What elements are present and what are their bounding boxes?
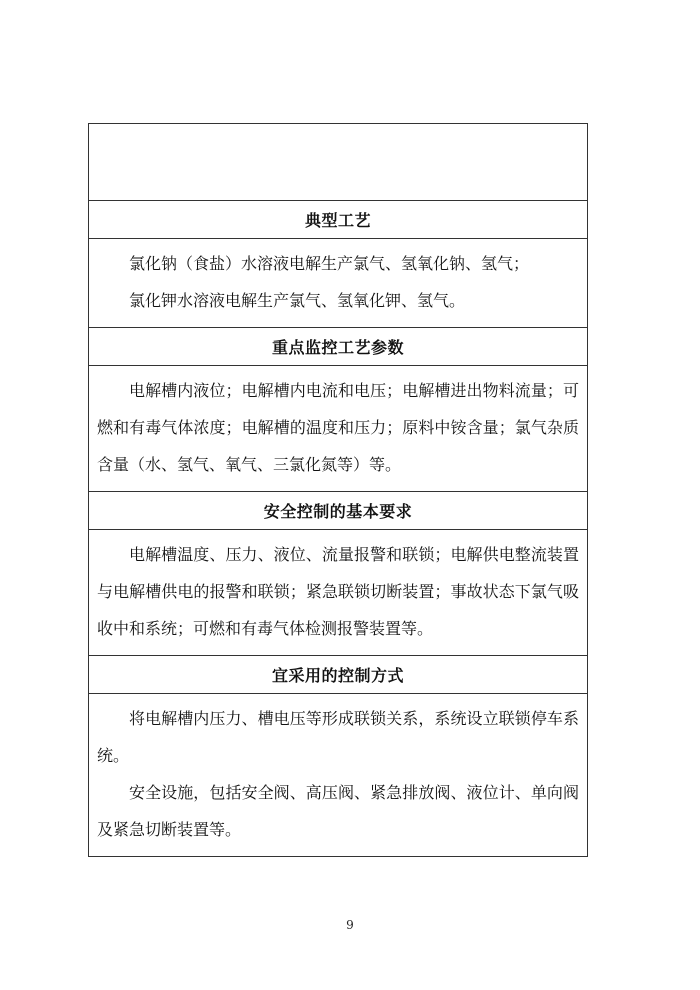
section-heading-safety-requirements: 安全控制的基本要求: [89, 491, 587, 529]
paragraph: 电解槽内液位；电解槽内电流和电压；电解槽进出物料流量；可燃和有毒气体浓度；电解槽的温度和压力；原料中铵含量；氯气杂质含量（水、氢气、氧气、三氯化氮等）等。: [97, 381, 579, 474]
section-body-control-methods: [89, 693, 587, 856]
section-heading-typical-process: 典型工艺: [89, 200, 587, 238]
section-heading-key-parameters: 重点监控工艺参数: [89, 327, 587, 365]
section-body-key-parameters: [89, 365, 587, 491]
paragraph: 电解槽温度、压力、液位、流量报警和联锁；电解供电整流装置与电解槽供电的报警和联锁；紧急联锁切断装置；事故状态下氯气吸收中和系统；可燃和有毒气体检测报警装置等。: [97, 545, 579, 638]
paragraph: 氯化钠（食盐）水溶液电解生产氯气、氢氧化钠、氢气；: [129, 254, 530, 273]
section-body-safety-requirements: [89, 529, 587, 655]
section-body-typical-process: [89, 238, 587, 327]
process-table: [88, 123, 588, 857]
paragraph: 安全设施，包括安全阀、高压阀、紧急排放阀、液位计、单向阀及紧急切断装置等。: [97, 783, 579, 839]
paragraph: 氯化钾水溶液电解生产氯气、氢氧化钾、氢气。: [129, 291, 466, 310]
paragraph: 将电解槽内压力、槽电压等形成联锁关系，系统设立联锁停车系统。: [97, 709, 579, 765]
blank-header-row: [89, 124, 587, 200]
page-number: 9: [346, 918, 354, 932]
section-heading-control-methods: 宜采用的控制方式: [89, 655, 587, 693]
